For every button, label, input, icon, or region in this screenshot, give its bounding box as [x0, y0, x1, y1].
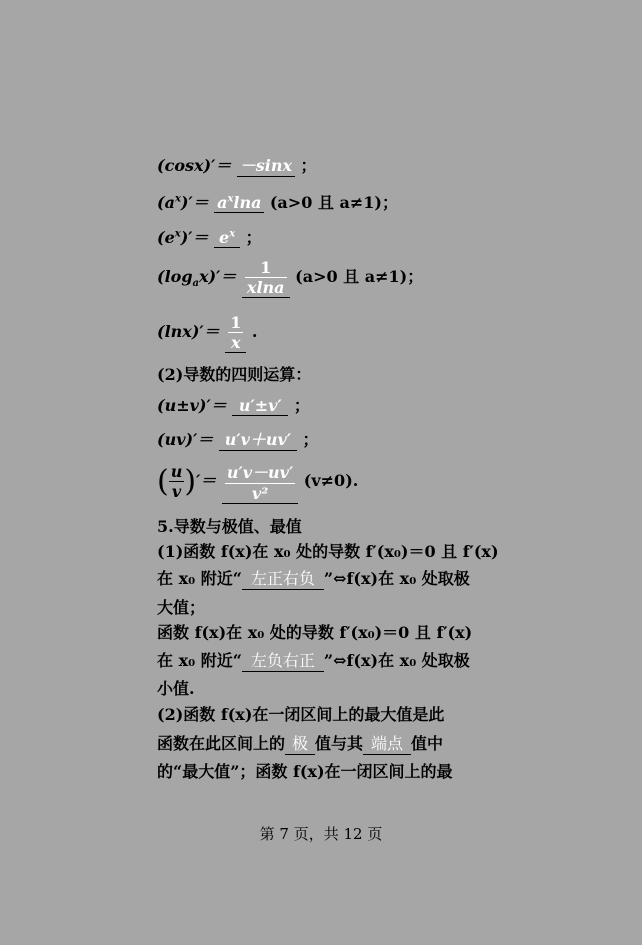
fraction [228, 313, 243, 352]
formula-lhs: (cosx)′＝ [157, 156, 232, 175]
answer-blank: $a^x\ln a$ [214, 193, 264, 213]
formula-lhs: $(a^x)'=$ [157, 193, 209, 212]
denominator: xlna [246, 278, 285, 297]
numerator: 1 [260, 258, 272, 277]
formula-tail: ； [245, 228, 262, 247]
paragraph-line: 在 x₀ 附近“ 左负右正 ”⇔f(x)在 x₀ 处取极 [157, 648, 470, 672]
formula-lhs: $(\log_ax)'=$ [157, 267, 237, 290]
numerator: u′v－uv′ [226, 463, 294, 482]
formula-tail: (a>0 且 a≠1)； [295, 267, 424, 286]
fraction [245, 258, 287, 297]
formula-lhs: ′＝ [196, 471, 217, 490]
paragraph-line: (2)函数 f(x)在一闭区间上的最大值是此 [157, 705, 445, 724]
numerator: u [170, 462, 183, 481]
formula-log [157, 258, 423, 298]
paragraph-line: 函数 f(x)在 x₀ 处的导数 f′(x₀)＝0 且 f′(x) [157, 623, 473, 642]
section-heading-5: 5.导数与极值、最值 [157, 517, 302, 536]
denominator: v² [251, 484, 269, 503]
formula-tail: (v≠0). [303, 471, 359, 490]
answer-blank: 左负右正 [242, 648, 324, 672]
section-heading-ops: (2)导数的四则运算： [157, 365, 312, 384]
paragraph-line: 函数在此区间上的 极 值与其 端点 值中 [157, 731, 443, 755]
formula-lhs: (lnx)′＝ [157, 322, 220, 341]
formula-ax [157, 190, 398, 213]
answer-blank: －sinx [237, 153, 295, 177]
answer-blank: u′±v′ [232, 396, 288, 416]
answer-blank [242, 258, 290, 298]
paragraph-line: (1)函数 f(x)在 x₀ 处的导数 f′(x₀)＝0 且 f′(x) [157, 542, 499, 561]
answer-blank [222, 460, 298, 504]
fraction [225, 460, 295, 503]
denominator: x [231, 333, 241, 352]
answer-blank: 端点 [363, 731, 411, 755]
page-footer: 第 7 页，共 12 页 [259, 825, 383, 843]
formula-lhs: $(e^x)'=$ [157, 228, 209, 247]
paragraph-line: 在 x₀ 附近“ 左正右负 ”⇔f(x)在 x₀ 处取极 [157, 566, 470, 590]
paragraph-line: 小值. [157, 679, 195, 698]
formula-tail: ； [300, 156, 317, 175]
formula-lhs: (u±v)′＝ [157, 396, 227, 415]
formula-ex [157, 225, 262, 248]
formula-tail: . [251, 322, 258, 341]
formula-product [157, 427, 318, 451]
formula-quotient: ( $\frac{u}{v}$ )′＝ $\frac{u'v-uv'}{\text{v²}}$ (v≠0). [157, 462, 359, 503]
numerator: 1 [230, 313, 242, 332]
paragraph-line: 的“最大值”；函数 f(x)在一闭区间上的最 [157, 762, 453, 781]
answer-blank: $e^x$ [214, 228, 240, 248]
answer-blank: u′v＋uv′ [219, 427, 297, 451]
denominator: v [171, 482, 182, 501]
quotient-fraction [169, 462, 185, 501]
formula-tail: (a>0 且 a≠1)； [269, 193, 398, 212]
answer-blank: 左正右负 [242, 566, 324, 590]
formula-tail: ； [293, 396, 310, 415]
paragraph-line: 大值； [157, 598, 206, 617]
formula-ln [157, 313, 258, 353]
formula-tail: ； [302, 430, 319, 449]
formula-lhs: (uv)′＝ [157, 430, 214, 449]
answer-blank: 极 [285, 731, 315, 755]
formula-cos [157, 153, 317, 177]
formula-sum [157, 393, 310, 416]
answer-blank [225, 313, 246, 353]
